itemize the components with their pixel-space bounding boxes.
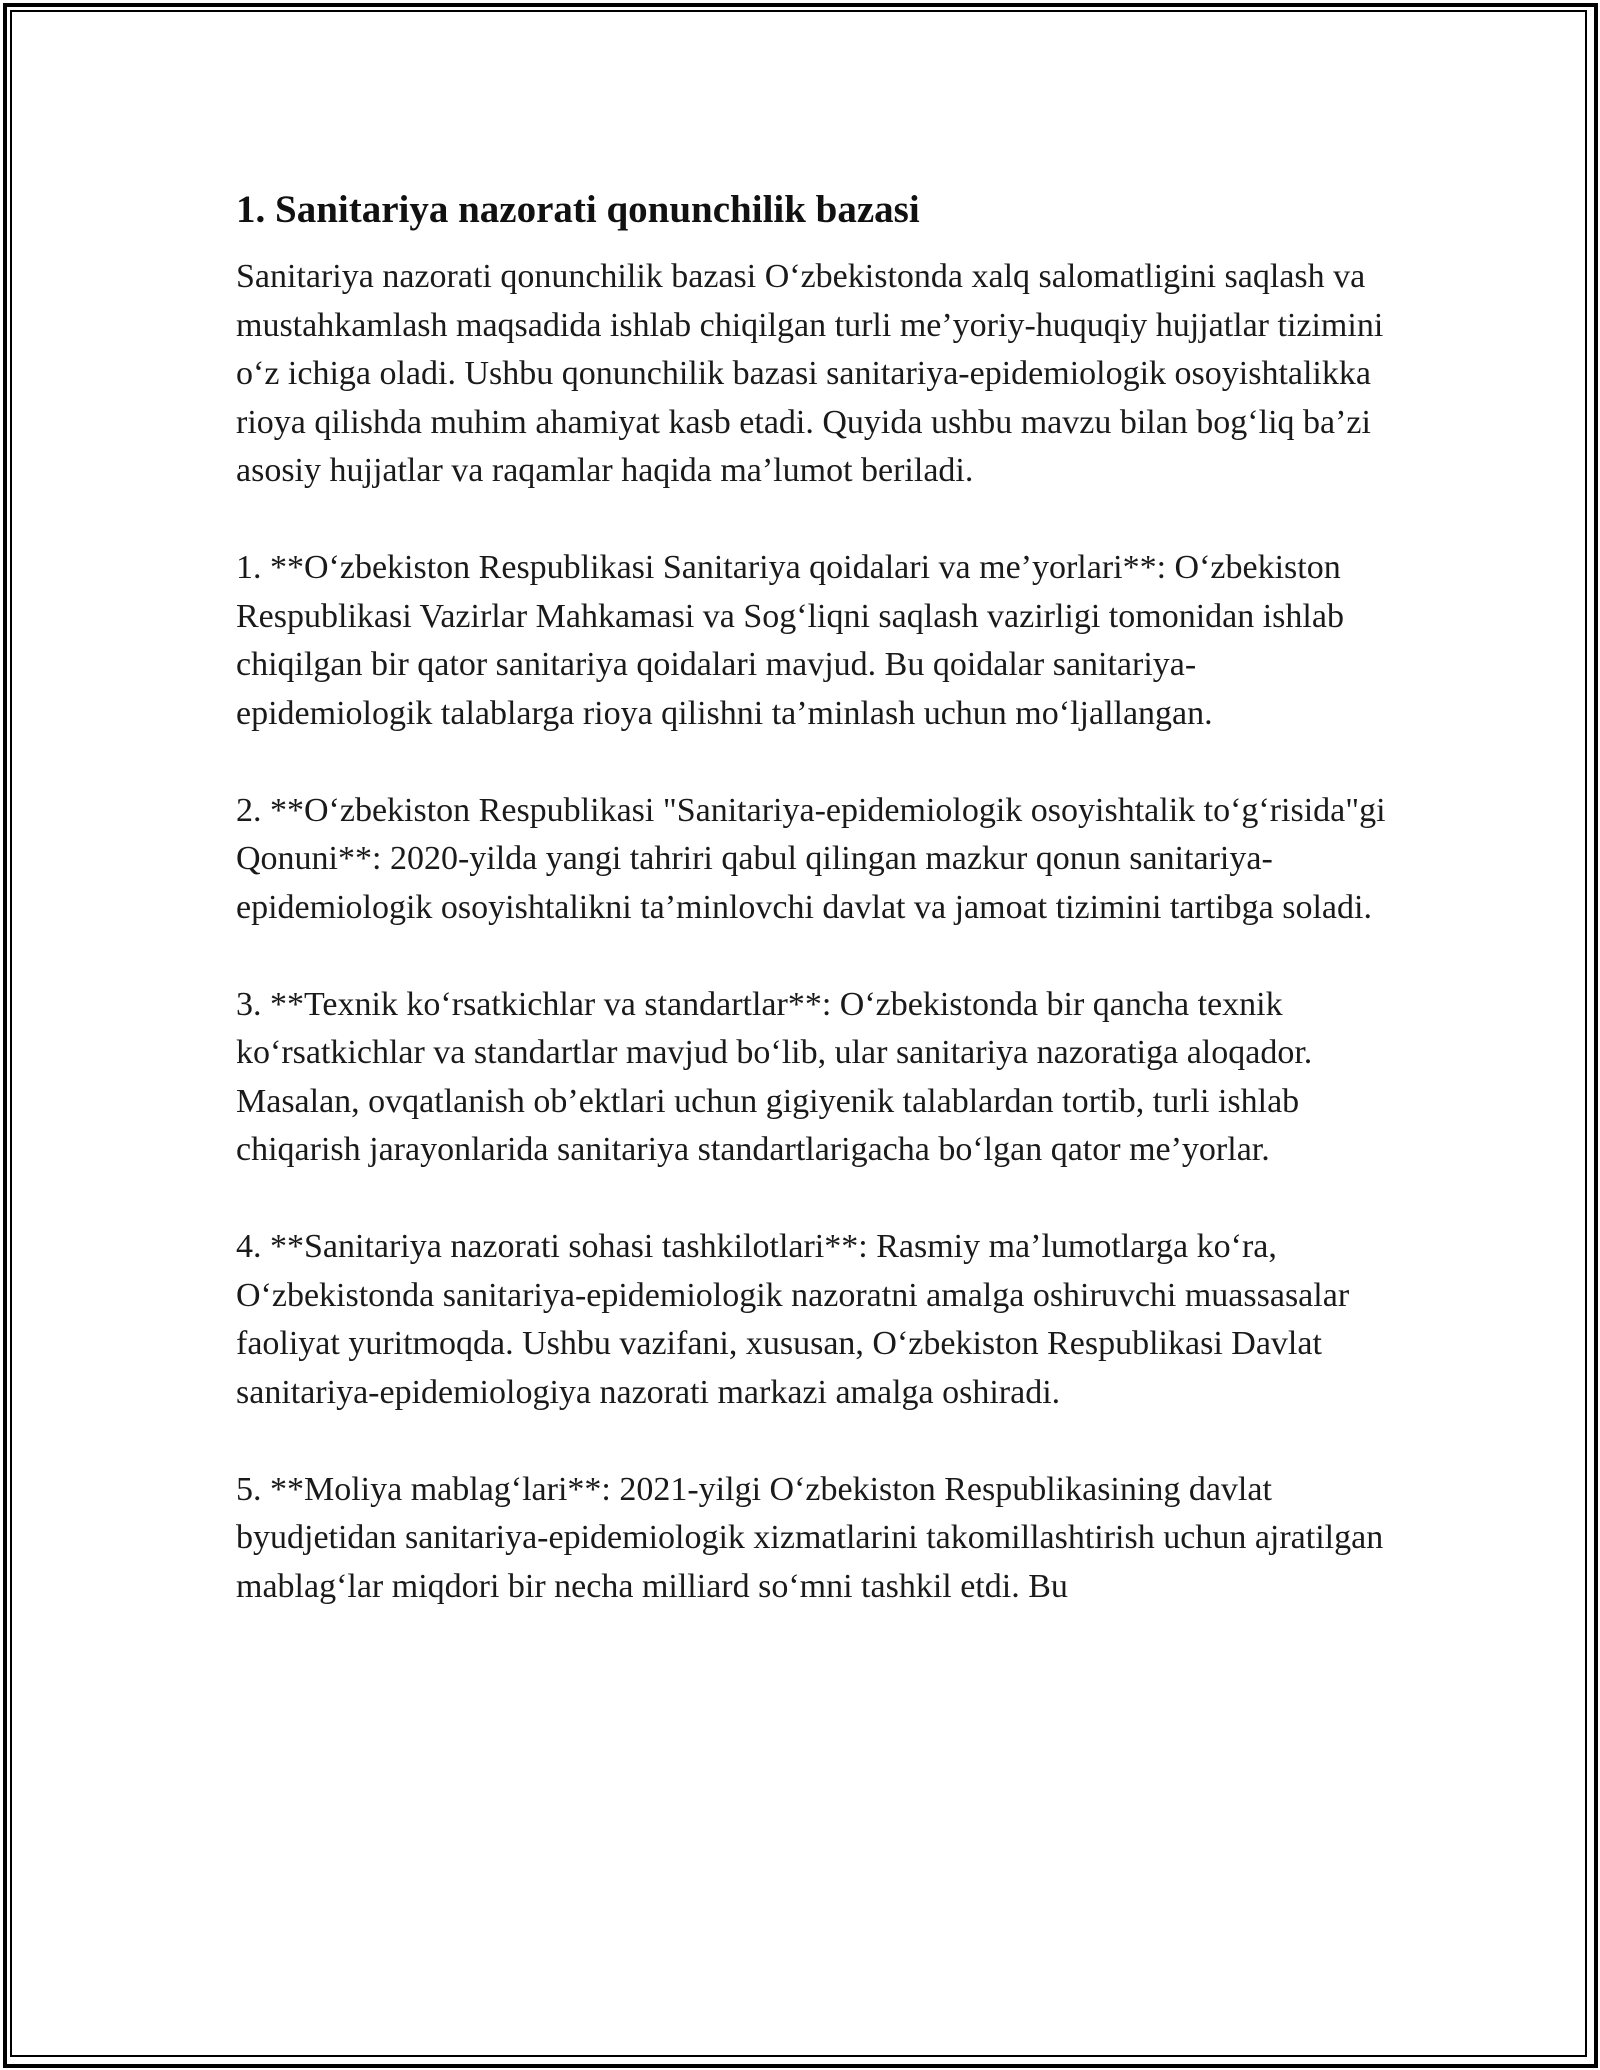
list-item-5: 5. **Moliya mablag‘lari**: 2021-yilgi O‘zbekiston Respublikasining davlat byudjetidan sanitariya-epidemiologik xizmatlarini takomillashtirish uchun ajratilgan mablag‘lar miqdori bir necha milliard so‘mni tashkil etdi. Bu: [236, 1470, 1384, 1605]
document-body: [236, 186, 1386, 1660]
list-item-3: 3. **Texnik ko‘rsatkichlar va standartlar**: O‘zbekistonda bir qancha texnik ko‘rsatkichlar va standartlar mavjud bo‘lib, ular sanitariya nazoratiga aloqador. Masalan, ovqatlanish ob’ektlari uchun gigiyenik talablardan tortib, turli ishlab chiqarish jarayonlarida sanitariya standartlarigacha bo‘lgan qator me’yorlar.: [236, 985, 1313, 1168]
intro-paragraph: Sanitariya nazorati qonunchilik bazasi O‘zbekistonda xalq salomatligini saqlash va mustahkamlash maqsadida ishlab chiqilgan turli me’yoriy-huquqiy hujjatlar tizimini o‘z ichiga oladi. Ushbu qonunchilik bazasi sanitariya-epidemiologik osoyishtalikka rioya qilishda muhim ahamiyat kasb etadi. Quyida ushbu mavzu bilan bog‘liq ba’zi asosiy hujjatlar va raqamlar haqida ma’lumot beriladi.: [236, 258, 1384, 489]
list-item-4: 4. **Sanitariya nazorati sohasi tashkilotlari**: Rasmiy ma’lumotlarga ko‘ra, O‘zbekistonda sanitariya-epidemiologik nazoratni amalga oshiruvchi muassasalar faoliyat yuritmoqda. Ushbu vazifani, xususan, O‘zbekiston Respublikasi Davlat sanitariya-epidemiologiya nazorati markazi amalga oshiradi.: [236, 1228, 1350, 1411]
section-heading: 1. Sanitariya nazorati qonunchilik bazasi: [236, 188, 920, 231]
list-item-1: 1. **O‘zbekiston Respublikasi Sanitariya qoidalari va me’yorlari**: O‘zbekiston Respublikasi Vazirlar Mahkamasi va Sog‘liqni saqlash vazirligi tomonidan ishlab chiqilgan bir qator sanitariya qoidalari mavjud. Bu qoidalar sanitariya-epidemiologik talablarga rioya qilishni ta’minlash uchun mo‘ljallangan.: [236, 549, 1344, 732]
list-item-2: 2. **O‘zbekiston Respublikasi "Sanitariya-epidemiologik osoyishtalik to‘g‘risida"gi Qonuni**: 2020-yilda yangi tahriri qabul qilingan mazkur qonun sanitariya-epidemiologik osoyishtalikni ta’minlovchi davlat va jamoat tizimini tartibga soladi.: [236, 791, 1386, 926]
